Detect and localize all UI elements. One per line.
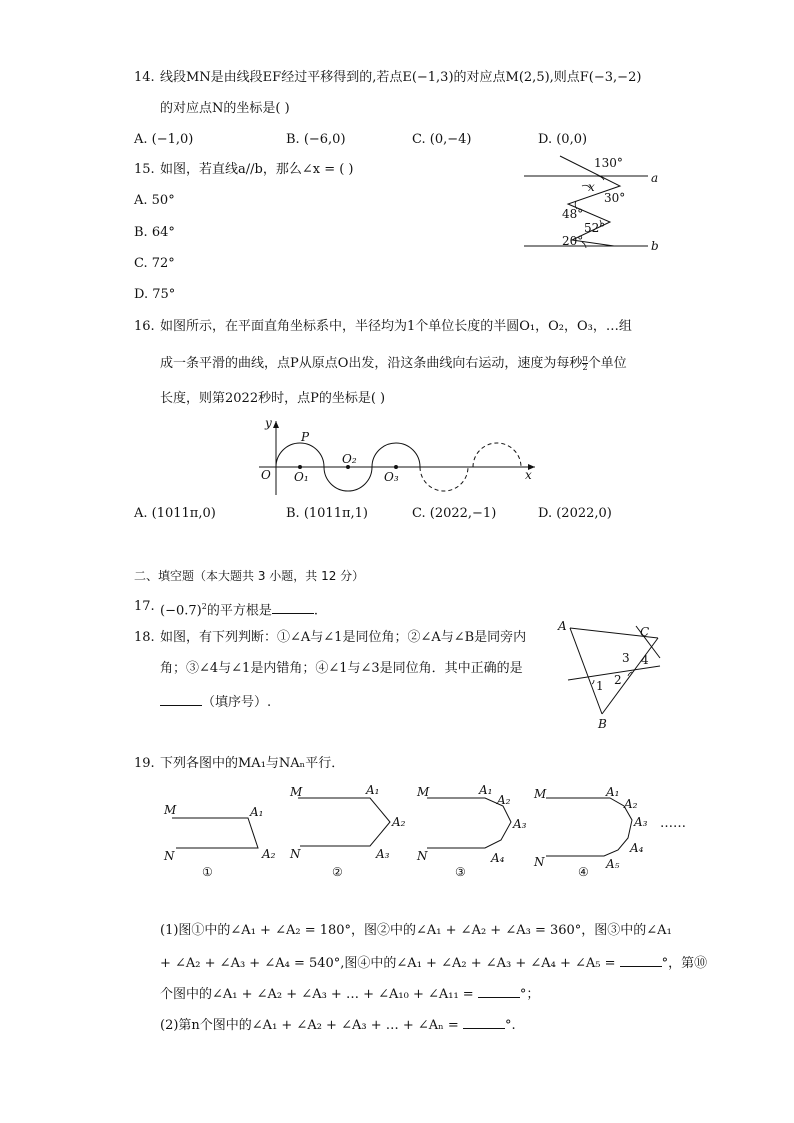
q19-blank-fig10[interactable] [478, 985, 520, 998]
q19-part1-line1: (1)图①中的∠A₁ + ∠A₂ = 180°，图②中的∠A₁ + ∠A₂ + ∠A₃ = 360°，图③中的∠A₁ [160, 923, 672, 938]
q16-stem-line2a: 成一条平滑的曲线，点P从原点O出发，沿这条曲线向右运动，速度为每秒 [160, 356, 583, 371]
svg-text:②: ② [332, 865, 343, 879]
svg-text:A₂: A₂ [624, 797, 638, 811]
q19-part2b: °. [504, 1018, 516, 1033]
q15-option-b[interactable]: B. 64° [134, 225, 175, 240]
label-a: a [651, 171, 659, 185]
label-c: C [640, 625, 650, 639]
label-o2: O₂ [342, 452, 357, 466]
svg-text:A₃: A₃ [634, 815, 648, 829]
q19-stem: 下列各图中的MA₁与NAₙ平行． [160, 756, 345, 771]
q19-blank-nth[interactable] [463, 1016, 505, 1029]
svg-text:④: ④ [578, 865, 589, 879]
svg-text:N: N [290, 847, 301, 861]
svg-text:N: N [164, 849, 175, 863]
q18-stem-line1: 如图，有下列判断：①∠A与∠1是同位角；②∠A与∠B是同旁内 [160, 630, 527, 645]
label-o: O [261, 468, 271, 482]
q14-option-c[interactable]: C. (0,−4) [412, 132, 472, 147]
q16-figure [255, 415, 545, 500]
q18-answer-blank[interactable] [160, 693, 202, 706]
label-30: 30° [604, 191, 626, 205]
svg-text:A₁: A₁ [606, 785, 620, 799]
q19-part2a: (2)第n个图中的∠A₁ + ∠A₂ + ∠A₃ + … + ∠Aₙ = [160, 1018, 463, 1033]
fraction-denominator: 2 [582, 363, 588, 372]
svg-text:A₂: A₂ [392, 815, 406, 829]
label-20: 20° [562, 234, 584, 248]
label-1: 1 [596, 679, 604, 693]
label-b: B [598, 717, 607, 731]
svg-text:A₃: A₃ [376, 847, 390, 861]
label-130: 130° [594, 156, 623, 170]
q19-part2 [160, 1016, 516, 1034]
svg-text:A₄: A₄ [630, 841, 644, 855]
label-48: 48° [562, 207, 584, 221]
q19-part1-line3b: °； [519, 987, 540, 1002]
label-x: x [525, 468, 532, 482]
q14-stem-line2: 的对应点N的坐标是( ) [160, 101, 290, 116]
label-52: 52° [584, 221, 606, 235]
label-y: y [265, 416, 272, 430]
q17-exponent: 2 [201, 602, 207, 611]
svg-text:M: M [290, 785, 303, 799]
q19-part1-line3a: 个图中的∠A₁ + ∠A₂ + ∠A₃ + … + ∠A₁₀ + ∠A₁₁ = [160, 987, 478, 1002]
q15-number: 15. [134, 162, 155, 177]
segment-ab [570, 628, 602, 714]
svg-text:M: M [534, 787, 547, 801]
q18-stem-line2: 角；③∠4与∠1是内错角；④∠1与∠3是同位角．其中正确的是 [160, 661, 523, 676]
q14-option-a[interactable]: A. (−1,0) [134, 132, 194, 147]
label-3: 3 [622, 651, 630, 665]
q14-stem-line1: 线段MN是由线段EF经过平移得到的,若点E(−1,3)的对应点M(2,5),则点F(−3,−2) [160, 70, 642, 85]
q19-part1-line2 [160, 954, 707, 972]
svg-text:N: N [534, 855, 545, 869]
q16-stem-line1: 如图所示，在平面直角坐标系中，半径均为1个单位长度的半圆O₁，O₂，O₃，…组 [160, 319, 632, 334]
q19-figure-3 [413, 784, 538, 884]
q17-end: . [313, 603, 318, 619]
svg-text:①: ① [202, 865, 213, 879]
q19-blank-fig4[interactable] [620, 954, 662, 967]
q14-option-d[interactable]: D. (0,0) [538, 132, 588, 147]
q17-base: (−0.7) [160, 603, 202, 619]
section-heading: 二、填空题（本大题共 3 小题，共 12 分） [134, 569, 365, 583]
label-4: 4 [641, 653, 649, 667]
label-o3: O₃ [384, 470, 399, 484]
q19-figure-4 [530, 784, 660, 884]
q19-part1-line3 [160, 985, 539, 1003]
point-o1 [298, 465, 302, 469]
q18-number: 18. [134, 630, 155, 645]
q16-stem-line3: 长度，则第2022秒时，点P的坐标是( ) [160, 391, 386, 406]
svg-text:A₄: A₄ [491, 851, 505, 865]
point-o3 [394, 465, 398, 469]
q17-answer-blank[interactable] [272, 601, 314, 614]
svg-text:M: M [164, 803, 177, 817]
q16-option-b[interactable]: B. (1011π,1) [286, 506, 368, 521]
svg-text:M: M [417, 785, 430, 799]
svg-text:A₁: A₁ [479, 783, 493, 797]
q16-option-c[interactable]: C. (2022,−1) [412, 506, 497, 521]
fraction-numerator: π [582, 354, 588, 363]
q15-stem: 如图，若直线a//b，那么∠x = ( ) [160, 162, 354, 177]
q16-number: 16. [134, 319, 155, 334]
q14-number: 14. [134, 70, 155, 85]
q19-figure-2 [286, 784, 416, 884]
svg-text:A₁: A₁ [366, 783, 380, 797]
q15-option-a[interactable]: A. 50° [134, 193, 175, 208]
q16-stem-line2b: 个单位 [587, 356, 627, 371]
label-p: P [301, 430, 310, 444]
q17-number: 17. [134, 599, 155, 614]
svg-text:③: ③ [455, 865, 466, 879]
q15-option-d[interactable]: D. 75° [134, 287, 176, 302]
q17-stem [160, 599, 318, 619]
q19-ellipsis: …… [660, 816, 686, 831]
label-o1: O₁ [294, 470, 309, 484]
svg-text:A₅: A₅ [606, 857, 620, 871]
q16-option-a[interactable]: A. (1011π,0) [134, 506, 216, 521]
segment-bc [602, 638, 658, 714]
q16-option-d[interactable]: D. (2022,0) [538, 506, 612, 521]
svg-text:A₃: A₃ [513, 817, 527, 831]
svg-text:A₂: A₂ [497, 793, 511, 807]
q16-stem-line2 [160, 355, 627, 372]
label-2: 2 [614, 673, 622, 687]
q18-figure [556, 618, 666, 733]
q19-part1-line2b: °，第⑩ [661, 956, 708, 971]
svg-text:A₂: A₂ [262, 847, 276, 861]
label-a: A [558, 619, 567, 633]
q18-stem-line3 [160, 693, 271, 711]
label-b: b [651, 239, 659, 253]
svg-text:A₁: A₁ [250, 805, 264, 819]
q18-tail: （填序号）. [202, 695, 272, 710]
q19-number: 19. [134, 756, 155, 771]
q15-option-c[interactable]: C. 72° [134, 256, 175, 271]
q14-option-b[interactable]: B. (−6,0) [286, 132, 346, 147]
q17-text: 的平方根是 [206, 603, 272, 619]
label-x: x [588, 180, 595, 194]
q19-part1-line2a: + ∠A₂ + ∠A₃ + ∠A₄ = 540°,图④中的∠A₁ + ∠A₂ + ∠A₃ + ∠A₄ + ∠A₅ = [160, 956, 620, 971]
y-axis-arrow [273, 421, 279, 428]
q15-figure [520, 152, 670, 252]
q19-figure-1 [160, 800, 280, 880]
svg-text:N: N [417, 849, 428, 863]
